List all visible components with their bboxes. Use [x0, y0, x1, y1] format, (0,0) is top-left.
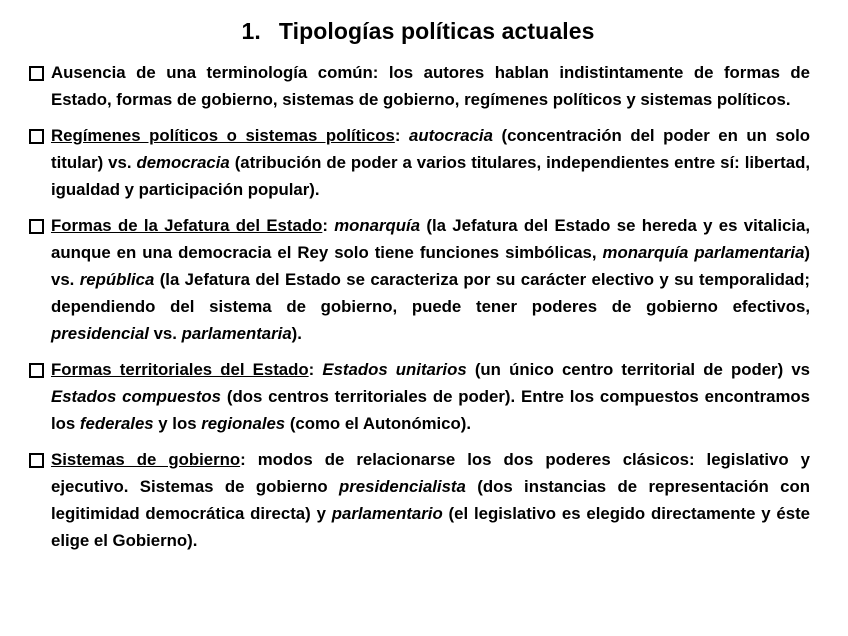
- bullet-list: [26, 59, 810, 554]
- item-heading: Regímenes políticos o sistemas políticos: [51, 126, 395, 145]
- title-number: 1.: [241, 18, 261, 44]
- title-text: Tipologías políticas actuales: [278, 18, 595, 44]
- item-text: (el legislativo es elegido directamente y éste elige el Gobierno).: [51, 504, 810, 550]
- term-parlamentaria: parlamentaria: [181, 324, 292, 343]
- list-item-head-of-state: [26, 212, 810, 347]
- term-presidencialista: presidencialista: [339, 477, 466, 496]
- item-text: ).: [291, 324, 302, 343]
- term-republica: república: [79, 270, 155, 289]
- term-regionales: regionales: [201, 414, 286, 433]
- term-estados-unitarios: Estados unitarios: [322, 360, 467, 379]
- list-item-territorial: [26, 356, 810, 437]
- item-text: (dos centros territoriales de poder). Entre los compuestos encontramos los: [51, 387, 810, 433]
- item-text: : modos de relacionarse los dos poderes clásicos: legislativo y ejecutivo. Sistemas de gobierno: [51, 450, 810, 496]
- term-monarquia: monarquía: [334, 216, 421, 235]
- item-text: (dos instancias de representación con legitimidad democrática directa) y: [51, 477, 810, 523]
- item-text: (como el Autonómico).: [285, 414, 471, 433]
- checkbox-bullet-icon: [29, 219, 44, 234]
- checkbox-bullet-icon: [29, 66, 44, 81]
- item-text: :: [308, 360, 323, 379]
- item-text: (la Jefatura del Estado se caracteriza por su carácter electivo y su temporalidad; dependiendo del sistema de gobierno, puede tener poderes de gobierno efectivos,: [51, 270, 810, 316]
- checkbox-bullet-icon: [29, 363, 44, 378]
- item-heading: Sistemas de gobierno: [51, 450, 241, 469]
- item-text: :: [394, 126, 409, 145]
- checkbox-bullet-icon: [29, 129, 44, 144]
- item-text: ) vs.: [51, 243, 810, 289]
- item-text: :: [322, 216, 335, 235]
- term-autocracia: autocracia: [408, 126, 493, 145]
- term-federales: federales: [79, 414, 154, 433]
- term-estados-compuestos: Estados compuestos: [51, 387, 221, 406]
- item-text: y los: [153, 414, 202, 433]
- item-heading: Formas de la Jefatura del Estado: [51, 216, 323, 235]
- term-parlamentario: parlamentario: [331, 504, 443, 523]
- slide-title: [26, 18, 810, 45]
- list-item-terminology: [26, 59, 810, 113]
- item-text: Ausencia de una terminología común: los autores hablan indistintamente de formas de Estado, formas de gobierno, sistemas de gobierno, regímenes políticos y sistemas políticos.: [51, 63, 810, 109]
- term-democracia: democracia: [136, 153, 230, 172]
- item-text: (la Jefatura del Estado se hereda y es vitalicia, aunque en una democracia el Rey solo tiene funciones simbólicas,: [51, 216, 810, 262]
- item-text: (atribución de poder a varios titulares, independientes entre sí: libertad, igualdad y participación popular).: [51, 153, 810, 199]
- item-text: vs.: [148, 324, 182, 343]
- term-presidencial: presidencial: [51, 324, 149, 343]
- item-heading: Formas territoriales del Estado: [51, 360, 309, 379]
- list-item-regimes: [26, 122, 810, 203]
- item-text: (un único centro territorial de poder) vs: [466, 360, 810, 379]
- item-text: (concentración del poder en un solo titular) vs.: [51, 126, 810, 172]
- list-item-government-systems: [26, 446, 810, 554]
- term-monarquia-parlamentaria: monarquía parlamentaria: [602, 243, 805, 262]
- checkbox-bullet-icon: [29, 453, 44, 468]
